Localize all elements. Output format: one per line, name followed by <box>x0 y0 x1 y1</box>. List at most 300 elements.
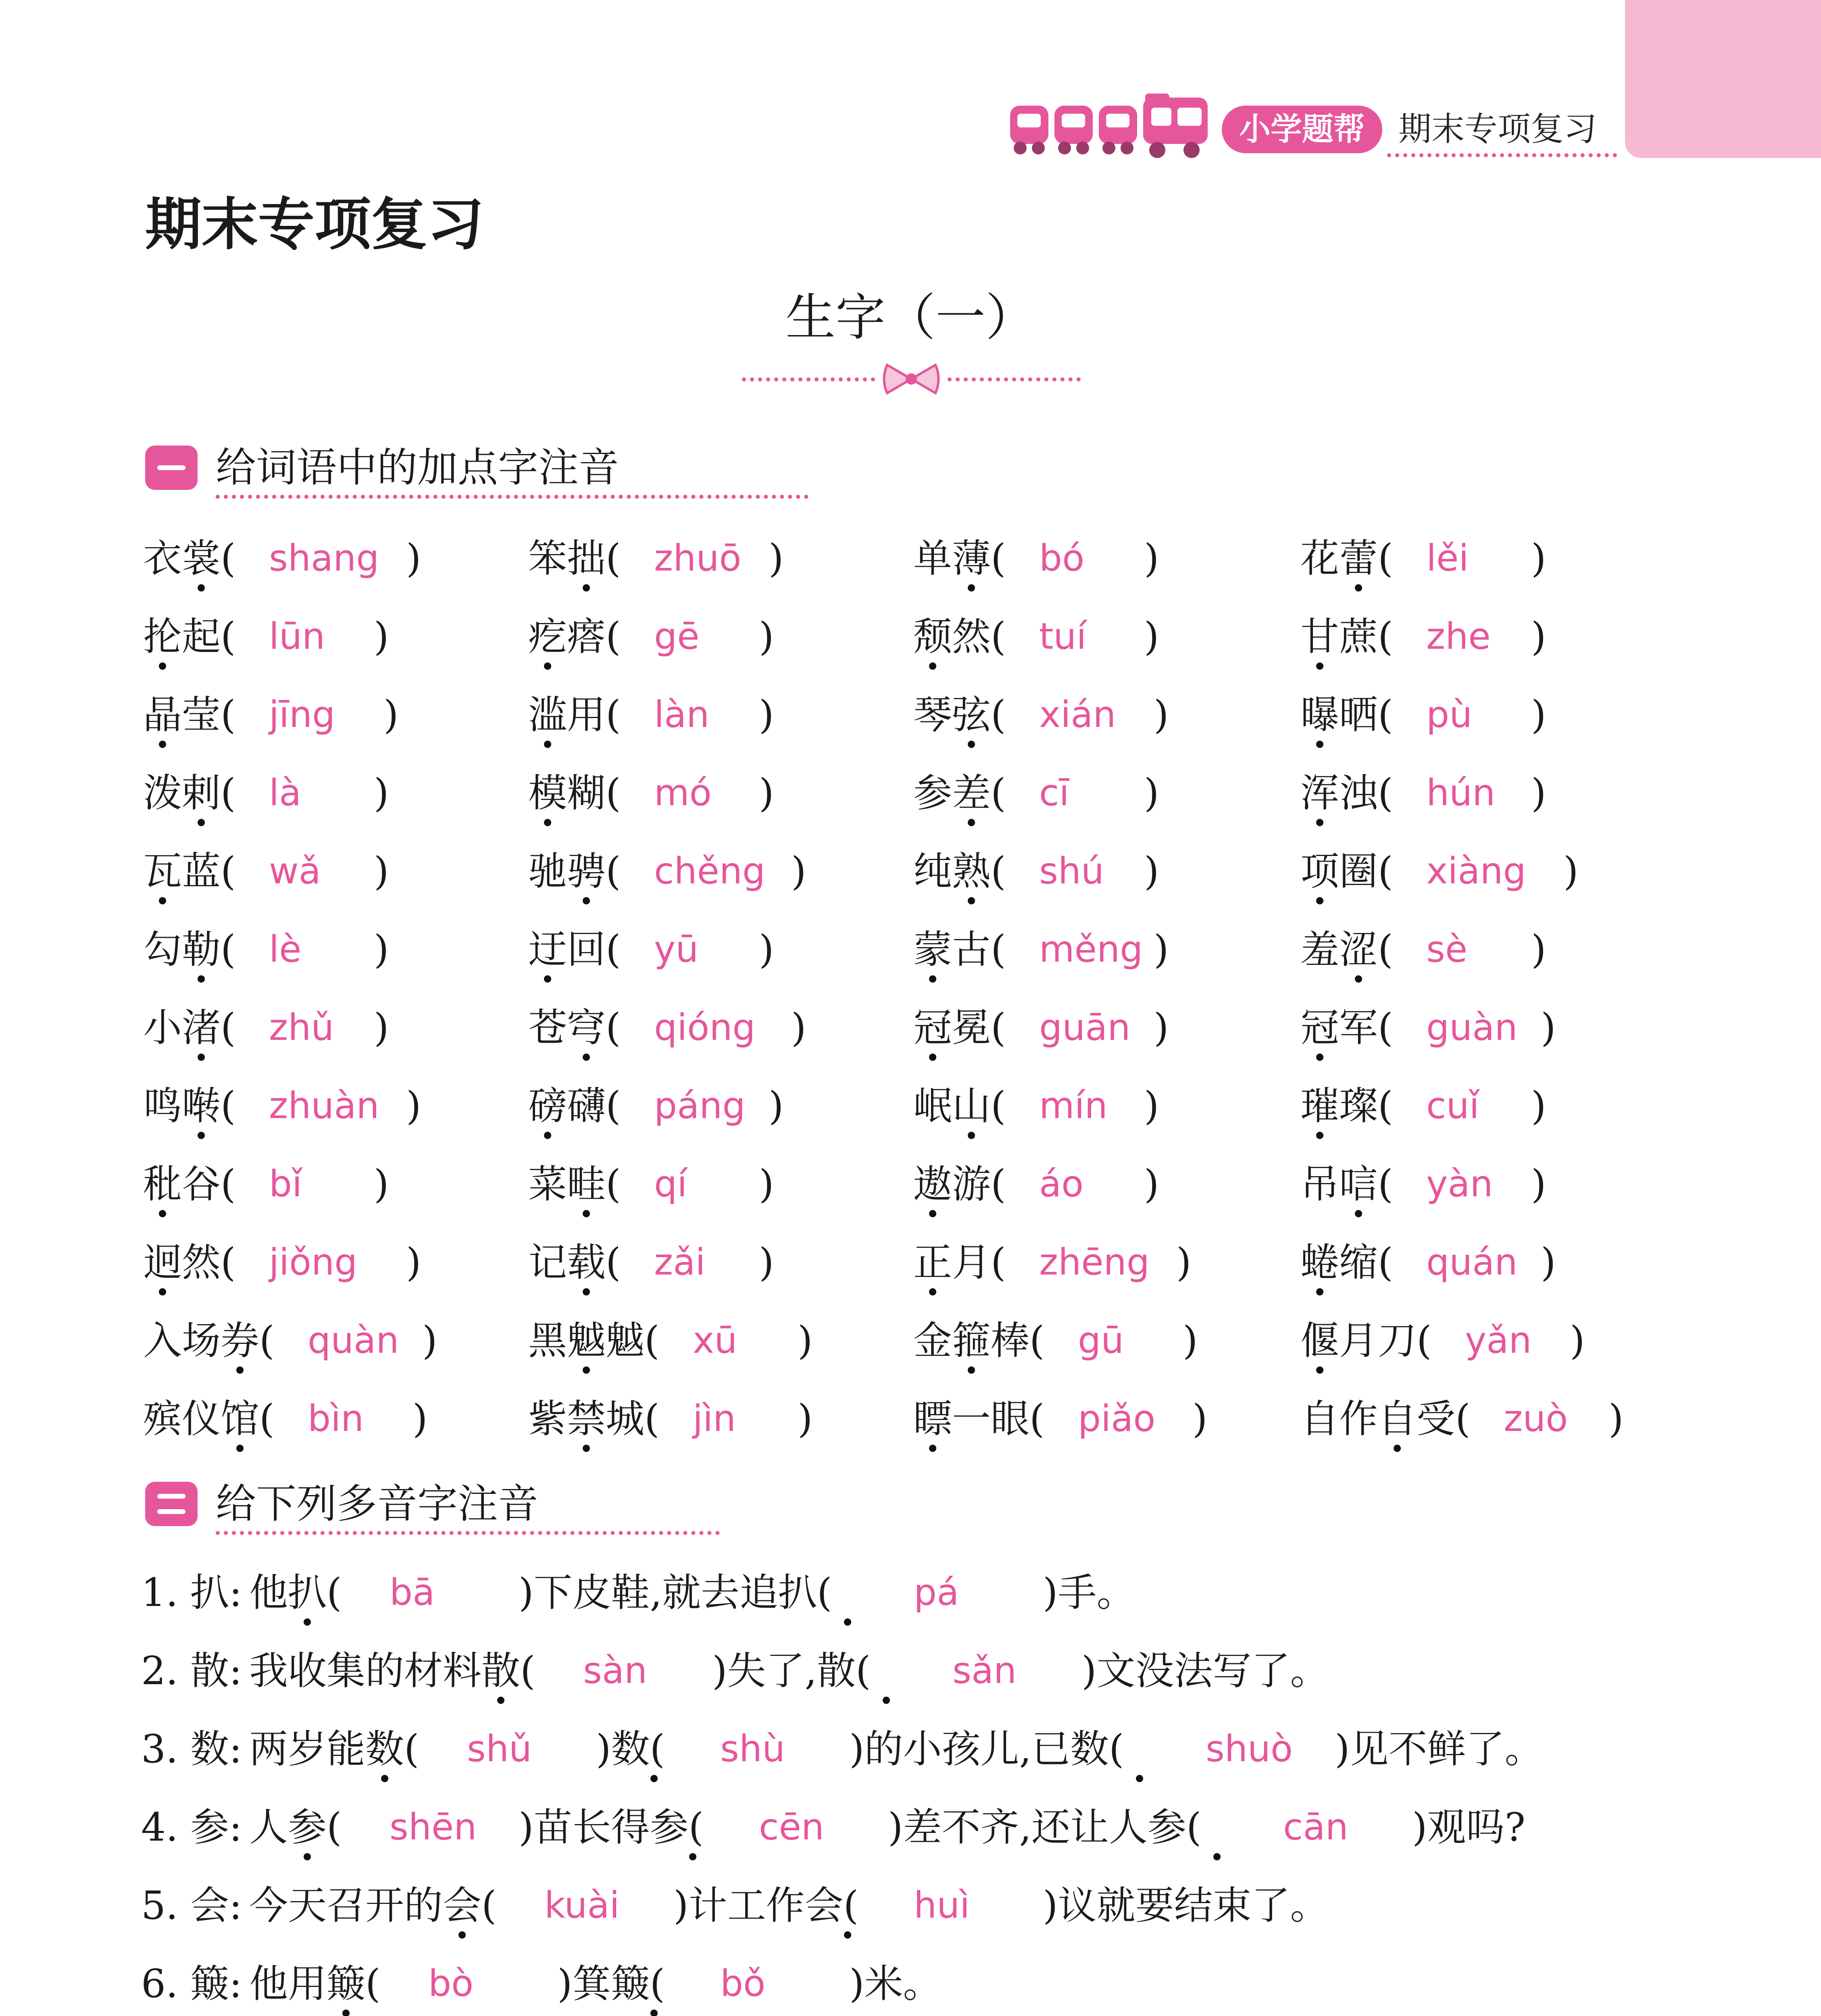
emphasis-dot <box>544 741 551 748</box>
word-text: 遨游 <box>913 1162 991 1207</box>
emphasis-dot <box>968 819 975 826</box>
word-item <box>528 1082 784 1130</box>
open-paren: ( <box>221 536 236 581</box>
pinyin-answer: chěng <box>654 850 766 892</box>
emphasis-dot <box>544 662 551 670</box>
sentence-text: 他扒( <box>249 1570 342 1615</box>
pinyin-answer: gē <box>654 615 700 658</box>
word-text: 冠冕 <box>913 1005 991 1050</box>
word-text: 羞涩 <box>1300 927 1378 972</box>
emphasis-dot <box>689 1853 696 1860</box>
pinyin-answer: bǒ <box>720 1962 766 2005</box>
emphasis-dot <box>968 741 975 748</box>
pinyin-answer: xián <box>1039 694 1116 736</box>
open-paren: ( <box>1378 1005 1393 1050</box>
emphasis-dot <box>159 1288 166 1295</box>
polyphone-char: 扒 <box>190 1570 229 1615</box>
part1-underline <box>216 495 808 499</box>
line-number: 4. <box>141 1805 178 1850</box>
bow-icon <box>881 359 942 399</box>
open-paren: ( <box>606 1240 621 1285</box>
word-text: 鸣啭 <box>143 1083 221 1129</box>
sentence-text: )观吗? <box>1412 1805 1525 1850</box>
sentence-text: )计工作会( <box>673 1883 858 1928</box>
sentence-text: )数( <box>596 1727 665 1772</box>
sentence-text: )失了,散( <box>712 1648 871 1693</box>
open-paren: ( <box>606 1083 621 1129</box>
open-paren: ( <box>1455 1396 1471 1441</box>
colon: : <box>229 1727 242 1772</box>
word-item <box>1300 1238 1556 1287</box>
open-paren: ( <box>1378 771 1393 816</box>
word-item <box>1300 1082 1546 1130</box>
pinyin-answer: kuài <box>544 1884 620 1926</box>
pinyin-answer: cēn <box>759 1806 824 1848</box>
emphasis-dot <box>1316 1366 1323 1374</box>
emphasis-dot <box>650 2010 658 2016</box>
colon: : <box>229 1805 242 1850</box>
pinyin-answer: piǎo <box>1078 1397 1156 1440</box>
open-paren: ( <box>991 927 1006 972</box>
pinyin-answer: yǎn <box>1465 1319 1532 1362</box>
brand-underline <box>1387 153 1617 157</box>
close-paren: ) <box>1608 1396 1624 1441</box>
pinyin-answer: lūn <box>269 615 325 658</box>
word-item <box>528 847 806 896</box>
pinyin-answer: shang <box>269 537 379 579</box>
word-text: 抡起 <box>143 614 221 659</box>
pinyin-answer: qí <box>654 1163 688 1205</box>
emphasis-dot <box>342 2010 350 2016</box>
word-item <box>528 612 774 661</box>
open-paren: ( <box>991 1005 1006 1050</box>
close-paren: ) <box>1144 536 1159 581</box>
emphasis-dot <box>198 975 205 983</box>
pinyin-answer: shuò <box>1206 1728 1293 1770</box>
part1-badge <box>145 446 198 490</box>
word-item <box>913 847 1159 896</box>
open-paren: ( <box>1378 1162 1393 1207</box>
pinyin-answer: bó <box>1039 537 1085 579</box>
emphasis-dot <box>198 584 205 591</box>
word-item <box>1300 1004 1556 1052</box>
word-text: 苍穹 <box>528 1005 606 1050</box>
word-text: 泼剌 <box>143 771 221 816</box>
close-paren: ) <box>374 1005 389 1050</box>
close-paren: ) <box>422 1318 438 1363</box>
pinyin-answer: páng <box>654 1085 746 1127</box>
word-item <box>1300 1160 1546 1208</box>
word-item <box>1300 612 1546 661</box>
emphasis-dot <box>844 1618 851 1626</box>
emphasis-dot <box>583 897 590 904</box>
close-paren: ) <box>759 1240 774 1285</box>
close-paren: ) <box>1531 1083 1546 1129</box>
word-item <box>143 1160 389 1208</box>
close-paren: ) <box>791 849 806 894</box>
word-text: 蜷缩 <box>1300 1240 1378 1285</box>
open-paren: ( <box>221 1240 236 1285</box>
emphasis-dot <box>497 1697 504 1704</box>
emphasis-dot <box>1316 1132 1323 1139</box>
word-item <box>528 1395 813 1443</box>
colon: : <box>229 1883 242 1928</box>
emphasis-dot <box>583 1445 590 1452</box>
word-text: 小渚 <box>143 1005 221 1050</box>
pinyin-answer: làn <box>654 694 710 736</box>
close-paren: ) <box>1144 771 1159 816</box>
pinyin-answer: jīng <box>269 694 335 736</box>
open-paren: ( <box>1378 1240 1393 1285</box>
emphasis-dot <box>583 1288 590 1295</box>
colon: : <box>229 1570 242 1615</box>
sentence-text: )见不鲜了。 <box>1335 1727 1544 1772</box>
emphasis-dot <box>883 1697 890 1704</box>
word-item <box>143 925 389 974</box>
close-paren: ) <box>413 1396 428 1441</box>
emphasis-dot <box>844 1931 851 1939</box>
colon: : <box>229 1961 242 2006</box>
close-paren: ) <box>383 692 399 737</box>
pinyin-answer: shǔ <box>467 1728 532 1770</box>
open-paren: ( <box>1378 849 1393 894</box>
word-text: 殡仪馆 <box>143 1396 259 1441</box>
pinyin-answer: jiǒng <box>269 1241 358 1283</box>
pinyin-answer: yū <box>654 928 699 971</box>
word-text: 驰骋 <box>528 849 606 894</box>
open-paren: ( <box>221 1162 236 1207</box>
pinyin-answer: guàn <box>1426 1006 1518 1049</box>
pinyin-answer: shú <box>1039 850 1104 892</box>
pinyin-answer: zuò <box>1504 1397 1568 1440</box>
open-paren: ( <box>1029 1318 1045 1363</box>
pinyin-answer: mó <box>654 772 712 814</box>
emphasis-dot <box>1213 1853 1221 1860</box>
word-text: 紫禁城 <box>528 1396 644 1441</box>
word-text: 蒙古 <box>913 927 991 972</box>
emphasis-dot <box>929 1445 936 1452</box>
open-paren: ( <box>1417 1318 1432 1363</box>
part2-label: 给下列多音字注音 <box>216 1480 538 1527</box>
pinyin-answer: zhuō <box>654 537 742 579</box>
word-item <box>528 1160 774 1208</box>
word-item <box>528 925 774 974</box>
word-item <box>913 1082 1159 1130</box>
sentence-text: )的小孩儿,已数( <box>849 1727 1124 1772</box>
close-paren: ) <box>374 771 389 816</box>
line-number: 1. <box>141 1570 178 1615</box>
word-item <box>143 691 399 739</box>
word-item <box>143 1004 389 1052</box>
sentence-text: )差不齐,还让人参( <box>888 1805 1202 1850</box>
open-paren: ( <box>1378 1083 1393 1129</box>
pinyin-answer: zhe <box>1426 615 1491 658</box>
pinyin-answer: yàn <box>1426 1163 1493 1205</box>
pinyin-answer: xiàng <box>1426 850 1526 892</box>
brand-badge: 小学题帮 <box>1222 106 1382 153</box>
close-paren: ) <box>1144 1083 1159 1129</box>
pinyin-answer: quán <box>1426 1241 1518 1283</box>
word-item <box>913 1238 1192 1287</box>
pinyin-answer: cuǐ <box>1426 1085 1479 1127</box>
open-paren: ( <box>221 692 236 737</box>
emphasis-dot <box>304 1618 311 1626</box>
open-paren: ( <box>1029 1396 1045 1441</box>
close-paren: ) <box>1144 849 1159 894</box>
emphasis-dot <box>159 1210 166 1217</box>
emphasis-dot <box>583 1054 590 1061</box>
emphasis-dot <box>968 1132 975 1139</box>
emphasis-dot <box>650 1775 658 1782</box>
section-title: 生字（一） <box>785 289 1036 347</box>
pinyin-answer: cān <box>1283 1806 1348 1848</box>
train-logo-icon <box>1006 94 1216 162</box>
open-paren: ( <box>991 536 1006 581</box>
open-paren: ( <box>991 849 1006 894</box>
close-paren: ) <box>1531 1162 1546 1207</box>
pinyin-answer: bā <box>390 1571 435 1614</box>
open-paren: ( <box>991 1162 1006 1207</box>
close-paren: ) <box>1531 536 1546 581</box>
pinyin-answer: quàn <box>308 1319 399 1362</box>
word-text: 瞟一眼 <box>913 1396 1029 1441</box>
word-item <box>1300 1316 1585 1365</box>
emphasis-dot <box>236 1366 244 1374</box>
emphasis-dot <box>1316 1054 1323 1061</box>
close-paren: ) <box>769 536 784 581</box>
word-text: 吊唁 <box>1300 1162 1378 1207</box>
open-paren: ( <box>644 1318 660 1363</box>
open-paren: ( <box>1378 692 1393 737</box>
sentence-text: )手。 <box>1043 1570 1136 1615</box>
pinyin-answer: xū <box>693 1319 738 1362</box>
word-item <box>913 769 1159 817</box>
close-paren: ) <box>374 927 389 972</box>
pinyin-answer: bò <box>428 1962 474 2005</box>
open-paren: ( <box>221 1083 236 1129</box>
emphasis-dot <box>968 897 975 904</box>
emphasis-dot <box>929 1288 936 1295</box>
pinyin-answer: mín <box>1039 1085 1108 1127</box>
part1-label: 给词语中的加点字注音 <box>216 444 619 491</box>
close-paren: ) <box>1541 1005 1556 1050</box>
sentence-text: )苗长得参( <box>519 1805 704 1850</box>
sentence-text: )文没法写了。 <box>1081 1648 1329 1693</box>
word-text: 瓦蓝 <box>143 849 221 894</box>
word-item <box>528 1004 806 1052</box>
open-paren: ( <box>606 927 621 972</box>
pinyin-answer: bìn <box>308 1397 364 1440</box>
line-number: 3. <box>141 1727 178 1772</box>
close-paren: ) <box>1531 692 1546 737</box>
open-paren: ( <box>221 614 236 659</box>
sentence-text: )下皮鞋,就去追扒( <box>519 1570 832 1615</box>
close-paren: ) <box>1192 1396 1208 1441</box>
word-item <box>913 1395 1208 1443</box>
emphasis-dot <box>1355 584 1362 591</box>
close-paren: ) <box>374 614 389 659</box>
open-paren: ( <box>1378 614 1393 659</box>
word-text: 璀璨 <box>1300 1083 1378 1129</box>
divider-dots-left <box>742 377 875 381</box>
close-paren: ) <box>406 536 421 581</box>
word-text: 曝晒 <box>1300 692 1378 737</box>
word-item <box>143 534 421 583</box>
word-item <box>913 612 1159 661</box>
word-text: 勾勒 <box>143 927 221 972</box>
emphasis-dot <box>1355 975 1362 983</box>
pinyin-answer: wǎ <box>269 850 321 892</box>
emphasis-dot <box>544 975 551 983</box>
emphasis-dot <box>968 584 975 591</box>
pinyin-answer: lěi <box>1426 537 1469 579</box>
emphasis-dot <box>304 1853 311 1860</box>
page-title: 期末专项复习 <box>145 192 484 258</box>
sentence-text: 他用簸( <box>249 1961 381 2006</box>
word-text: 秕谷 <box>143 1162 221 1207</box>
open-paren: ( <box>644 1396 660 1441</box>
pinyin-answer: là <box>269 772 302 814</box>
open-paren: ( <box>606 536 621 581</box>
emphasis-dot <box>159 741 166 748</box>
emphasis-dot <box>583 584 590 591</box>
emphasis-dot <box>968 1366 975 1374</box>
emphasis-dot <box>544 819 551 826</box>
open-paren: ( <box>606 771 621 816</box>
word-item <box>1300 847 1579 896</box>
word-text: 正月 <box>913 1240 991 1285</box>
emphasis-dot <box>583 1366 590 1374</box>
pinyin-answer: zhǔ <box>269 1006 334 1049</box>
word-item <box>1300 769 1546 817</box>
word-item <box>913 691 1169 739</box>
pinyin-answer: zǎi <box>654 1241 706 1283</box>
word-text: 甘蔗 <box>1300 614 1378 659</box>
emphasis-dot <box>1316 741 1323 748</box>
sentence-text: )箕簸( <box>557 1961 665 2006</box>
open-paren: ( <box>1378 536 1393 581</box>
close-paren: ) <box>1531 614 1546 659</box>
close-paren: ) <box>1541 1240 1556 1285</box>
sentence-text: 今天召开的会( <box>249 1883 497 1928</box>
emphasis-dot <box>1316 1288 1323 1295</box>
emphasis-dot <box>458 1931 466 1939</box>
open-paren: ( <box>991 614 1006 659</box>
close-paren: ) <box>1531 927 1546 972</box>
pinyin-answer: guān <box>1039 1006 1131 1049</box>
word-text: 自作自受 <box>1300 1396 1455 1441</box>
close-paren: ) <box>759 771 774 816</box>
emphasis-dot <box>1394 1445 1401 1452</box>
word-text: 参差 <box>913 771 991 816</box>
word-item <box>913 534 1159 583</box>
word-text: 琴弦 <box>913 692 991 737</box>
word-item <box>1300 925 1546 974</box>
close-paren: ) <box>374 849 389 894</box>
open-paren: ( <box>221 1005 236 1050</box>
pinyin-answer: qióng <box>654 1006 756 1049</box>
word-text: 项圈 <box>1300 849 1378 894</box>
word-item <box>528 1316 813 1365</box>
open-paren: ( <box>606 849 621 894</box>
close-paren: ) <box>374 1162 389 1207</box>
pinyin-answer: zhuàn <box>269 1085 379 1127</box>
close-paren: ) <box>1154 927 1169 972</box>
sentence-text: )议就要结束了。 <box>1043 1883 1329 1928</box>
emphasis-dot <box>236 1445 244 1452</box>
word-item <box>143 769 389 817</box>
word-text: 记载 <box>528 1240 606 1285</box>
open-paren: ( <box>259 1318 275 1363</box>
word-item <box>143 1316 438 1365</box>
word-item <box>143 1395 428 1443</box>
emphasis-dot <box>929 662 936 670</box>
word-item <box>143 612 389 661</box>
word-text: 金箍棒 <box>913 1318 1029 1363</box>
emphasis-dot <box>381 1775 388 1782</box>
word-item <box>143 1082 421 1130</box>
open-paren: ( <box>991 771 1006 816</box>
pinyin-answer: sàn <box>583 1649 648 1692</box>
emphasis-dot <box>544 1132 551 1139</box>
pinyin-answer: huì <box>914 1884 970 1926</box>
emphasis-dot <box>198 1054 205 1061</box>
polyphone-char: 数 <box>190 1727 229 1772</box>
word-text: 笨拙 <box>528 536 606 581</box>
word-text: 单薄 <box>913 536 991 581</box>
sentence-text: 两岁能数( <box>249 1727 419 1772</box>
close-paren: ) <box>1176 1240 1192 1285</box>
pinyin-answer: sè <box>1426 928 1468 971</box>
word-text: 颓然 <box>913 614 991 659</box>
word-item <box>1300 1395 1624 1443</box>
word-item <box>528 691 774 739</box>
pinyin-answer: pù <box>1426 694 1473 736</box>
word-item <box>913 925 1169 974</box>
polyphone-char: 会 <box>190 1883 229 1928</box>
sentence-text: )米。 <box>849 1961 942 2006</box>
colon: : <box>229 1648 242 1693</box>
word-text: 浑浊 <box>1300 771 1378 816</box>
emphasis-dot <box>1316 897 1323 904</box>
word-item <box>913 1004 1169 1052</box>
word-text: 偃月刀 <box>1300 1318 1417 1363</box>
pinyin-answer: tuí <box>1039 615 1087 658</box>
pinyin-answer: shù <box>720 1728 785 1770</box>
open-paren: ( <box>221 771 236 816</box>
close-paren: ) <box>798 1396 813 1441</box>
polyphone-char: 簸 <box>190 1961 229 2006</box>
sentence-text: 我收集的材料散( <box>249 1648 535 1693</box>
word-item <box>528 1238 774 1287</box>
pinyin-answer: shēn <box>390 1806 477 1848</box>
close-paren: ) <box>759 614 774 659</box>
word-text: 模糊 <box>528 771 606 816</box>
word-item <box>1300 691 1546 739</box>
close-paren: ) <box>1183 1318 1198 1363</box>
pinyin-answer: měng <box>1039 928 1143 971</box>
word-text: 纯熟 <box>913 849 991 894</box>
emphasis-dot <box>1136 1775 1143 1782</box>
word-item <box>143 1238 421 1287</box>
close-paren: ) <box>1531 771 1546 816</box>
open-paren: ( <box>606 1162 621 1207</box>
emphasis-dot <box>929 1210 936 1217</box>
open-paren: ( <box>1378 927 1393 972</box>
line-number: 2. <box>141 1648 178 1693</box>
line-number: 6. <box>141 1961 178 2006</box>
emphasis-dot <box>159 662 166 670</box>
